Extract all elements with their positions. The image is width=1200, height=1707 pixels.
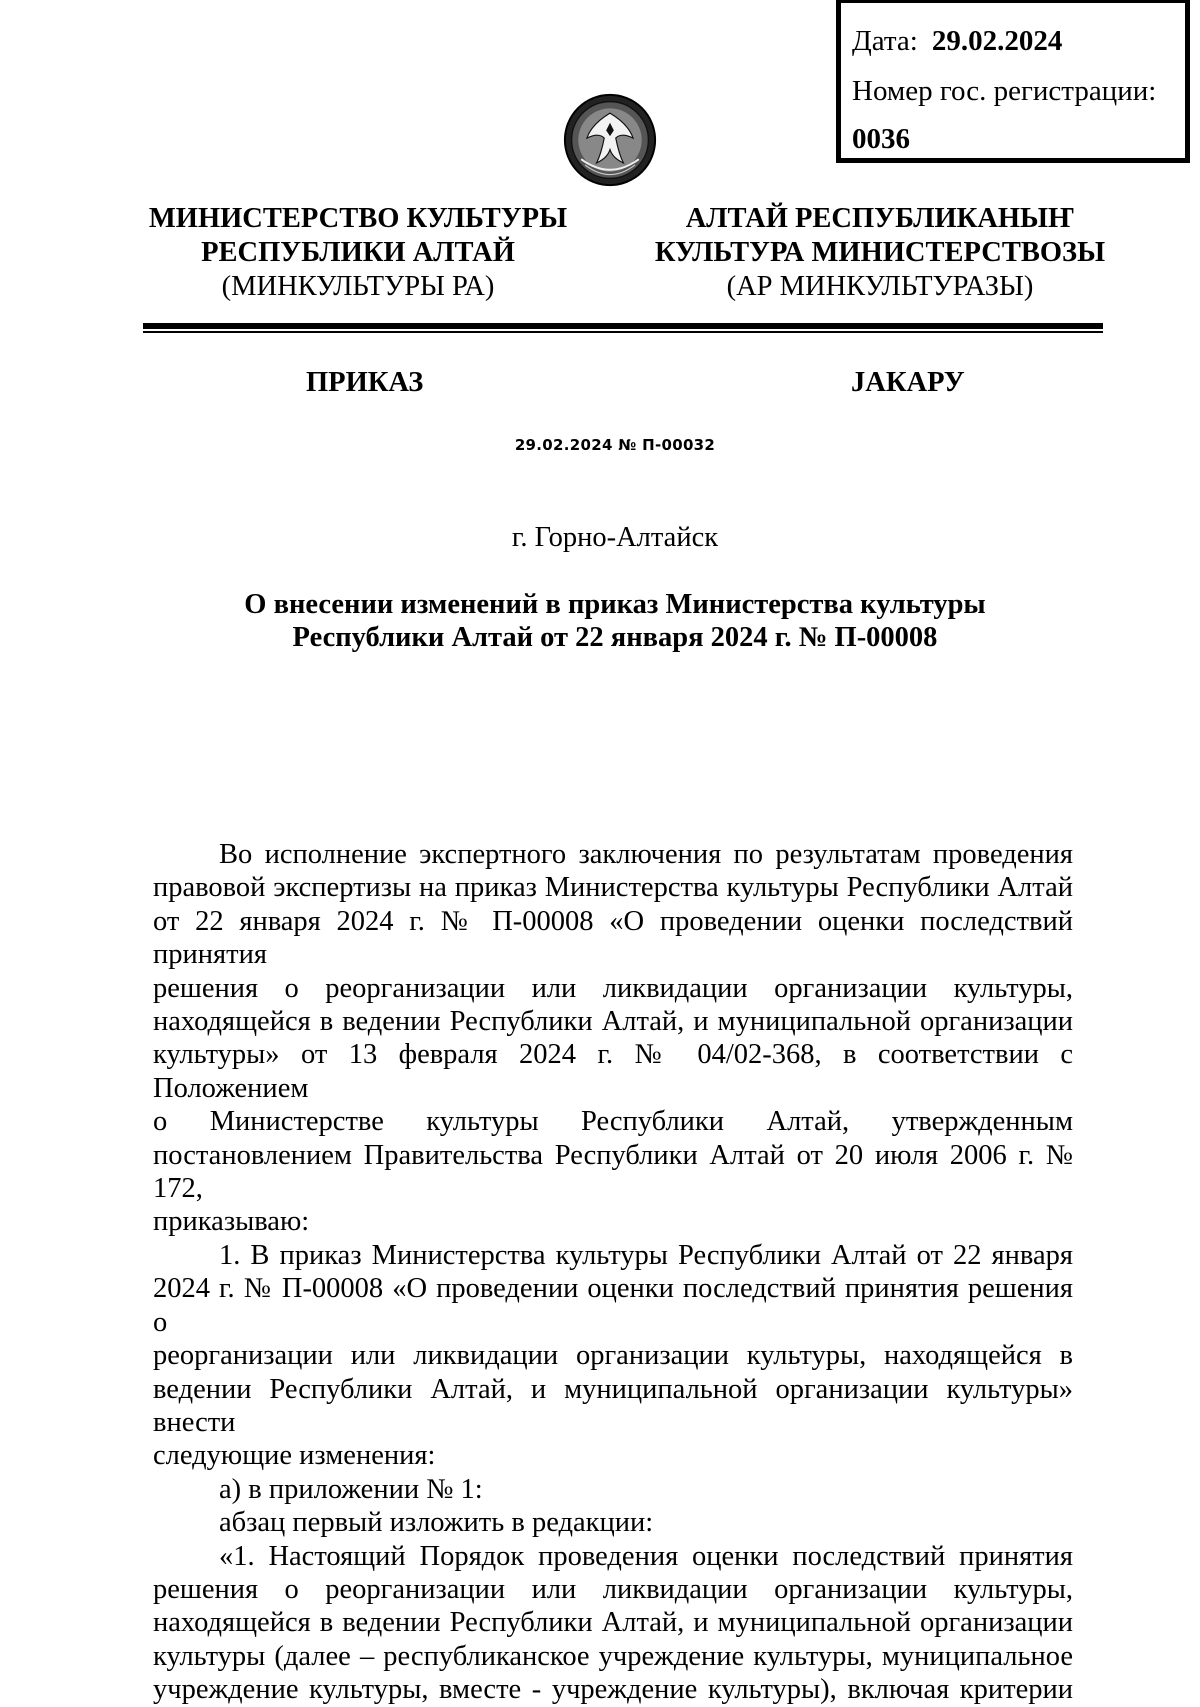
header-left-line3: (МИНКУЛЬТУРЫ РА) <box>221 271 495 302</box>
body-line: приказываю: <box>153 1206 310 1238</box>
body-line: Во исполнение экспертного заключения по результатам проведения <box>219 839 1073 870</box>
registration-number-value: 0036 <box>852 123 910 155</box>
header-right-line2: КУЛЬТУРА МИНИСТЕРСТВОЗЫ <box>654 237 1106 268</box>
registration-date-value: 29.02.2024 <box>931 25 1063 57</box>
body-line: ведении Республики Алтай, и муниципальной организации культуры» внести <box>153 1373 1073 1438</box>
coat-of-arms-emblem-icon <box>562 92 658 188</box>
registration-date-label: Дата: <box>852 25 918 57</box>
body-line: следующие изменения: <box>153 1440 436 1472</box>
header-left-line2: РЕСПУБЛИКИ АЛТАЙ <box>201 237 515 268</box>
body-line: а) в приложении № 1: <box>219 1473 483 1505</box>
body-line: решения о реорганизации или ликвидации организации культуры, <box>153 1573 1073 1605</box>
order-body <box>153 838 1073 1707</box>
body-line: 1. В приказ Министерства культуры Республики Алтай от 22 января <box>219 1239 1073 1271</box>
body-line: культуры (далее – республиканское учреждение культуры, муниципальное <box>153 1640 1073 1672</box>
registration-stamp <box>836 0 1190 163</box>
body-line: культуры» от 13 февраля 2024 г. № 04/02-368, в соответствии с Положением <box>153 1039 1073 1104</box>
registration-number-label: Номер гос. регистрации: <box>852 75 1157 107</box>
body-line: находящейся в ведении Республики Алтай, и муниципальной организации <box>153 1607 1073 1639</box>
order-title-line2: Республики Алтай от 22 января 2024 г. № П-00008 <box>292 622 938 653</box>
order-title <box>0 588 1200 654</box>
body-line: решения о реорганизации или ликвидации организации культуры, <box>153 972 1073 1004</box>
header-right-line3: (АР МИНКУЛЬТУРАЗЫ) <box>726 271 1034 302</box>
header-ministry-altai <box>642 202 1118 304</box>
header-divider-thick <box>143 323 1103 329</box>
body-line: находящейся в ведении Республики Алтай, и муниципальной организации <box>153 1006 1073 1038</box>
body-line: реорганизации или ликвидации организации культуры, находящейся в <box>153 1340 1073 1372</box>
body-line: 2024 г. № П-00008 «О проведении оценки последствий принятия решения о <box>153 1273 1073 1338</box>
registration-date-row <box>852 27 1062 56</box>
body-line: от 22 января 2024 г. № П-00008 «О проведении оценки последствий принятия <box>153 905 1073 971</box>
order-title-line1: О внесении изменений в приказ Министерства культуры <box>244 589 986 620</box>
body-line: учреждение культуры, вместе - учреждение культуры), включая критерии <box>153 1674 1073 1706</box>
header-left-line1: МИНИСТЕРСТВО КУЛЬТУРЫ <box>148 203 568 234</box>
body-line: правовой экспертизы на приказ Министерства культуры Республики Алтай <box>153 872 1073 904</box>
order-word-russian: ПРИКАЗ <box>306 367 424 398</box>
header-divider-thin <box>143 331 1103 333</box>
order-word-altai: JАКАРУ <box>851 367 965 398</box>
order-number: 29.02.2024 № П-00032 <box>514 436 716 454</box>
order-city: г. Горно-Алтайск <box>511 522 719 553</box>
header-right-line1: АЛТАЙ РЕСПУБЛИКАНЫҤ <box>685 203 1075 234</box>
body-line: постановлением Правительства Республики Алтай от 20 июля 2006 г. № 172, <box>153 1139 1073 1205</box>
header-ministry-russian <box>128 202 588 304</box>
body-line: «1. Настоящий Порядок проведения оценки последствий принятия <box>219 1540 1073 1572</box>
body-line: абзац первый изложить в редакции: <box>219 1507 654 1539</box>
body-line: о Министерстве культуры Республики Алтай, утвержденным <box>153 1106 1073 1138</box>
